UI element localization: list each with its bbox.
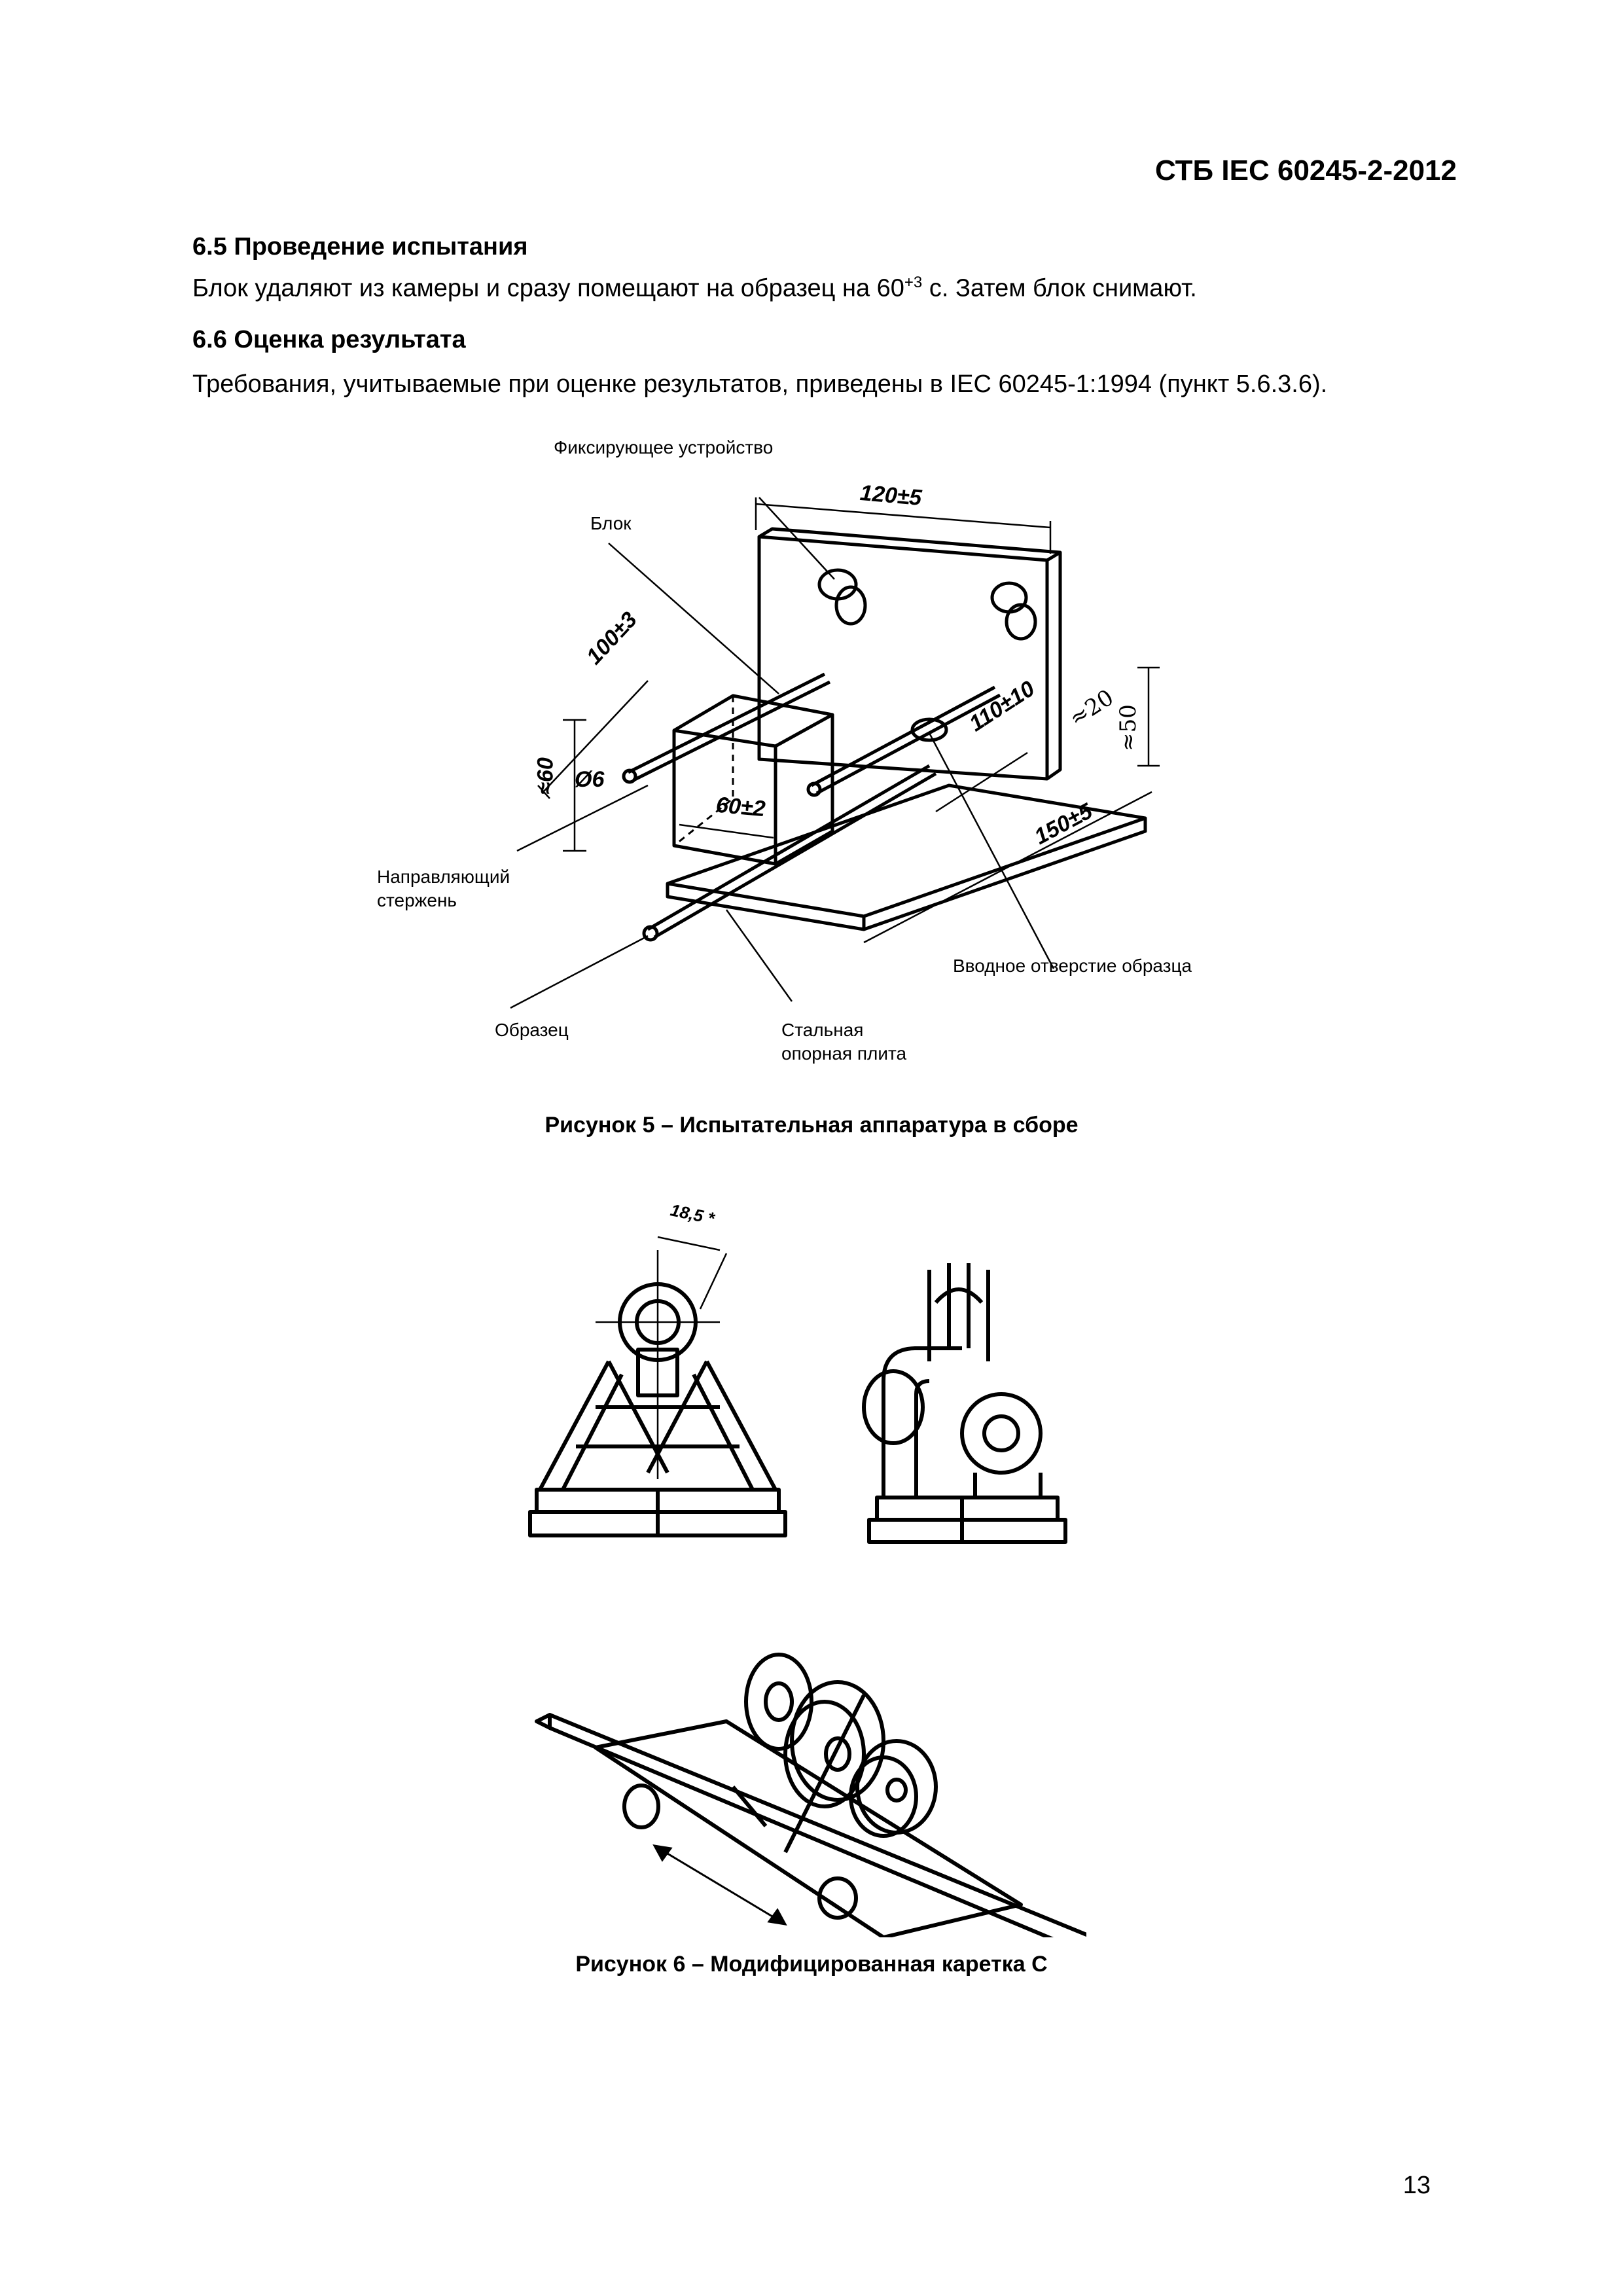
section-6-5-text (192, 274, 1197, 303)
figure-6-dimension: 18,5 * (668, 1200, 717, 1229)
label-steel-plate-line-2: опорная плита (781, 1043, 907, 1064)
carriage-plate (596, 1721, 1021, 1937)
dim-110: 110±10 (965, 676, 1039, 737)
rail (550, 1715, 1086, 1937)
back-plate (759, 537, 1047, 779)
dim-50: ≈50 (1115, 704, 1141, 751)
guide-rod-right (812, 687, 1000, 793)
figure-5-drawing (366, 432, 1283, 1086)
text-part-2: с. Затем блок снимают. (922, 274, 1197, 302)
carriage-perspective-view (537, 1655, 1086, 1937)
sample-cable (648, 766, 936, 937)
guide-rod-left (628, 674, 830, 780)
leader-steel-plate (726, 910, 792, 1001)
leader-inlet (929, 733, 1054, 969)
section-6-5-title: 6.5 Проведение испытания (192, 233, 528, 260)
text-part-1: Блок удаляют из камеры и сразу помещают на образец на 60 (192, 274, 904, 302)
label-sample: Образец (495, 1020, 569, 1040)
dim-60-height: ≈60 (533, 757, 558, 795)
superscript: +3 (904, 274, 923, 291)
dim-20: ≈20 (1064, 684, 1118, 732)
leader-guide-rod (517, 785, 648, 851)
label-steel-plate-line-1: Стальная (781, 1020, 864, 1040)
label-inlet: Вводное отверстие образца (953, 956, 1192, 976)
label-block: Блок (590, 513, 632, 533)
dim-150: 150±5 (1030, 798, 1097, 850)
dim-100: 100±3 (581, 607, 642, 670)
document-code: СТБ IEC 60245-2-2012 (1155, 154, 1457, 187)
dim-120: 120±5 (859, 480, 923, 511)
figure-6-drawing (510, 1198, 1086, 1937)
label-fixing-device: Фиксирующее устройство (554, 437, 774, 457)
page-number: 13 (1402, 2172, 1431, 2199)
carriage-side-view (864, 1263, 1065, 1542)
label-guide-rod-line-1: Направляющий (377, 867, 510, 887)
dim-diameter-6: Ø6 (575, 767, 605, 792)
figure-6-caption: Рисунок 6 – Модифицированная каретка С (575, 1952, 1048, 1977)
label-guide-rod-line-2: стержень (377, 890, 457, 910)
section-6-6-text: Требования, учитываемые при оценке результатов, приведены в IEC 60245-1:1994 (пункт 5.6.3.6). (192, 370, 1328, 398)
figure-5-caption: Рисунок 5 – Испытательная аппаратура в сборе (544, 1113, 1079, 1138)
section-6-6-title: 6.6 Оценка результата (192, 326, 466, 353)
leader-sample (510, 936, 648, 1008)
dim-60-width: 60±2 (715, 792, 766, 822)
